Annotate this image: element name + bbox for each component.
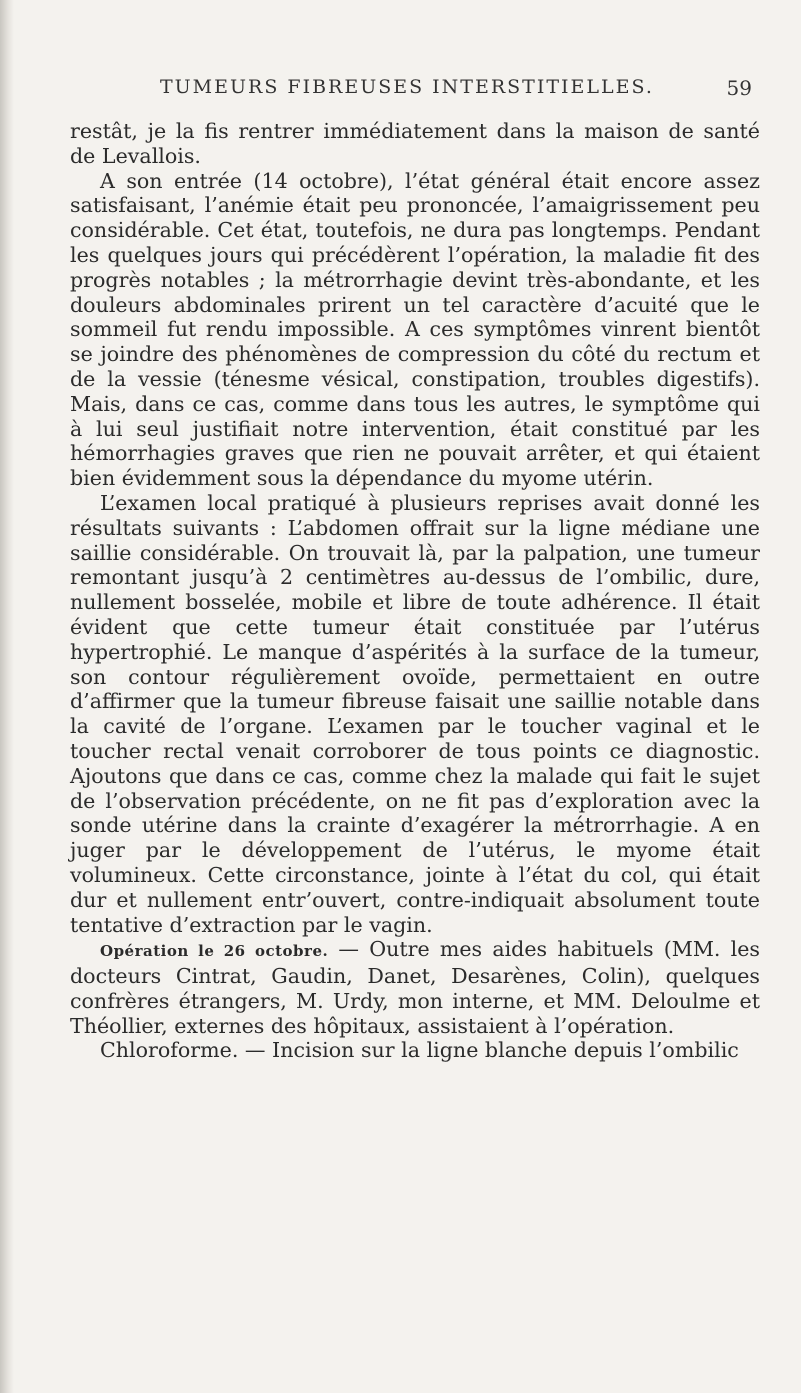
running-head <box>70 76 760 116</box>
paragraph-continuation: restât, je la fis rentrer immédiatement dans la maison de santé de Levallois. <box>70 119 760 168</box>
operation-heading: Opération le 26 octobre. <box>100 942 329 961</box>
operation-text: — Outre mes aides habituels (MM. les docteurs Cintrat, Gaudin, Danet, Desarènes, Colin), quelques confrères étrangers, M. Urdy, mon interne, et MM. Deloulme et Théollier, externes des hôpitaux, assistaient à l’opération. <box>70 937 760 1038</box>
paragraph-examination: L’examen local pratiqué à plusieurs reprises avait donné les résultats suivants : L’abdomen offrait sur la ligne médiane une saillie considérable. On trouvait là, par la palpation, une tumeur remontant jusqu’à 2 centimètres au-dessus de l’ombilic, dure, nullement bosselée, mobile et libre de toute adhérence. Il était évident que cette tumeur était constituée par l’utérus hypertrophié. Le manque d’aspérités à la surface de la tumeur, son contour régulièrement ovoïde, permettaient en outre d’affirmer que la tumeur fibreuse faisait une saillie notable dans la cavité de l’organe. L’examen par le toucher vaginal et le toucher rectal venait corroborer de tous points ce diagnostic. Ajoutons que dans ce cas, comme chez la malade qui fait le sujet de l’observation précédente, on ne fit pas d’exploration avec la sonde utérine dans la crainte d’exagérer la métrorrhagie. A en juger par le développement de l’utérus, le myome était volumineux. Cette circonstance, jointe à l’état du col, qui était dur et nullement entr’ouvert, contre-indiquait absolument toute tentative d’extraction par le vagin. <box>70 490 760 937</box>
binding-shadow <box>0 0 14 1393</box>
page-number: 59 <box>726 76 752 100</box>
paragraph-chloroform: Chloroforme. — Incision sur la ligne blanche depuis l’ombilic <box>100 1038 739 1063</box>
body-text <box>70 119 760 1063</box>
paragraph-operation <box>70 937 760 1038</box>
paragraph-admission: A son entrée (14 octobre), l’état général était encore assez satisfaisant, l’anémie était peu prononcée, l’amaigrissement peu considérable. Cet état, toutefois, ne dura pas longtemps. Pendant les quelques jours qui précédèrent l’opération, la maladie fit des progrès notables ; la métrorrhagie devint très-abondante, et les douleurs abdominales prirent un tel caractère d’acuité que le sommeil fut rendu impossible. A ces symptômes vinrent bientôt se joindre des phénomènes de compression du côté du rectum et de la vessie (ténesme vésical, constipation, troubles digestifs). Mais, dans ce cas, comme dans tous les autres, le symptôme qui à lui seul justifiait notre intervention, était constitué par les hémorrhagies graves que rien ne pouvait arrêter, et qui étaient bien évidemment sous la dépendance du myome utérin. <box>70 168 760 491</box>
running-title: TUMEURS FIBREUSES INTERSTITIELLES. <box>160 76 654 98</box>
